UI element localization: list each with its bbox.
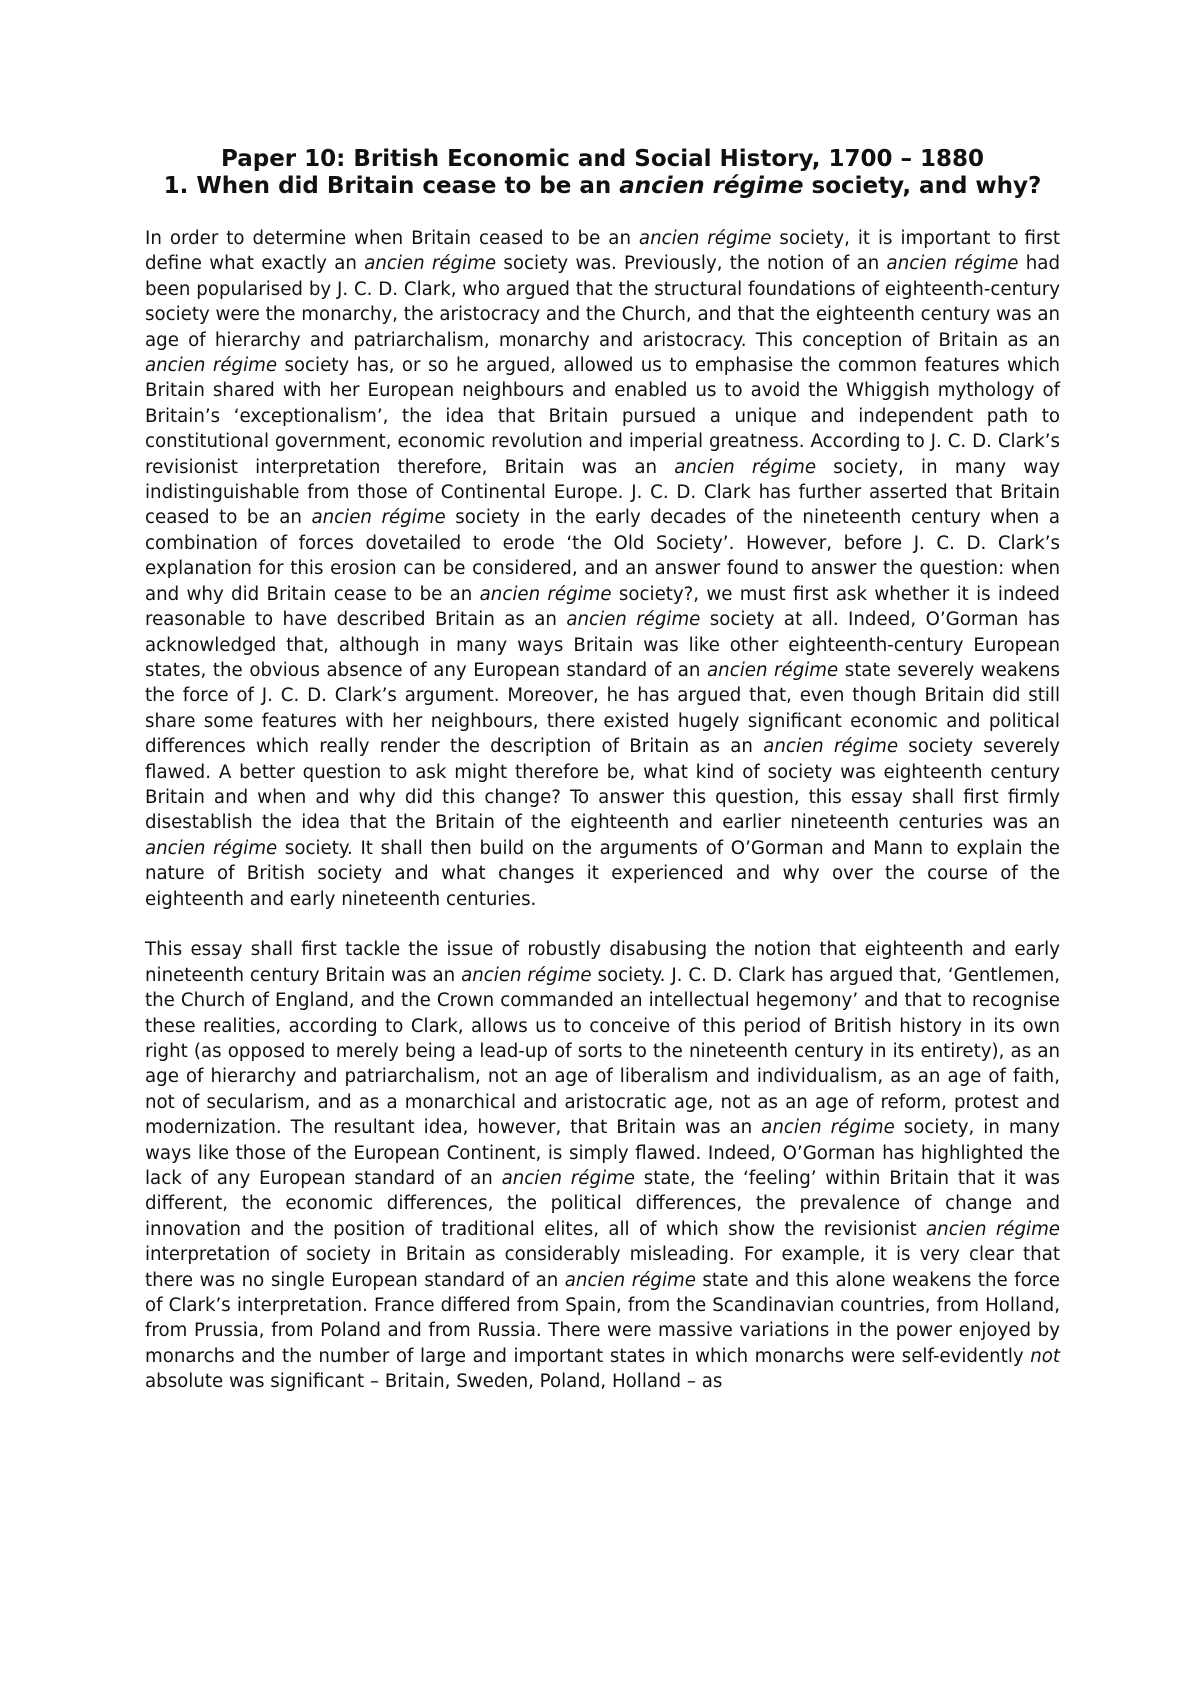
document-title xyxy=(145,146,1060,200)
italic-term: ancien régime xyxy=(638,228,772,249)
title-line-2-end: society, and why? xyxy=(803,173,1042,199)
italic-term: ancien régime xyxy=(311,507,446,529)
text-run: society. It shall then build on the arguments of O’Gorman and Mann to explain the nature of British society and what changes it experienced and why over the course of the eighteenth and early nineteenth centuries. xyxy=(145,837,1060,910)
italic-term: ancien régime xyxy=(707,659,839,681)
text-run: society at all. Indeed, O’Gorman has acknowledged that, although in many ways Britain was like other eighteenth-century European states, the obvious absence of any European standard of an xyxy=(145,609,1060,681)
text-run: society in the early decades of the nineteenth century when a combination of forces dovetailed to erode ‘the Old Society’. However, before J. C. D. Clark’s explanation for this erosion can be considered, and an answer found to answer the question: when and why did Britain cease to be an xyxy=(145,507,1060,605)
text-run: society, in many way indistinguishable from those of Continental Europe. J. C. D. Clark has further asserted that Britain ceased to be an xyxy=(145,456,1060,529)
text-run: This essay shall first tackle the issue of robustly disabusing the notion that eighteenth and early nineteenth century Britain was an xyxy=(145,939,1060,986)
paragraph-2 xyxy=(145,937,1060,1394)
paragraph-1 xyxy=(145,226,1060,912)
title-line-2-start: 1. When did Britain cease to be an xyxy=(163,173,620,199)
text-run: society, it is important to first define what exactly an xyxy=(145,228,1060,275)
text-run: society was. Previously, the notion of an xyxy=(496,253,887,275)
text-run: state severely weakens the force of J. C. D. Clark’s argument. Moreover, he has argued that, even though Britain did still share some features with her neighbours, there existed hugely significant economic and political differences which really render the description of Britain as an xyxy=(145,659,1060,758)
italic-term: ancien régime xyxy=(501,1168,635,1190)
italic-term: ancien régime xyxy=(364,253,497,275)
italic-term: ancien régime xyxy=(763,736,899,758)
title-line-2 xyxy=(145,173,1060,200)
text-run: society, in many ways like those of the European Continent, is simply flawed. Indeed, O’Gorman has highlighted the lack of any European standard of an xyxy=(145,1117,1060,1190)
italic-term: ancien régime xyxy=(761,1117,895,1139)
italic-term: ancien régime xyxy=(145,837,278,859)
text-run: In order to determine when Britain ceased to be an xyxy=(145,228,639,249)
text-run: absolute was significant – Britain, Sweden, Poland, Holland – as xyxy=(145,1371,723,1393)
text-run: society severely flawed. A better question to ask might therefore be, what kind of society was eighteenth century Britain and when and why did this change? To answer this question, this essay shall first firmly disestablish the idea that the Britain of the eighteenth and earlier nineteenth centuries was an xyxy=(145,736,1060,834)
italic-term: ancien régime xyxy=(461,964,592,986)
text-run: society has, or so he argued, allowed us to emphasise the common features which Britain shared with her European neighbours and enabled us to avoid the Whiggish mythology of Britain’s ‘exceptionalism’, the idea that Britain pursued a unique and independent path to constitutional government, economic revolution and imperial greatness. According to J. C. D. Clark’s revisionist interpretation therefore, Britain was an xyxy=(145,355,1060,478)
italic-term: ancien régime xyxy=(674,456,817,478)
title-line-2-italic: ancien régime xyxy=(619,173,804,199)
text-run: society?, we must first ask whether it is indeed reasonable to have described Britain as an xyxy=(145,583,1060,631)
text-run: had been popularised by J. C. D. Clark, who argued that the structural foundations of eighteenth-century society were the monarchy, the aristocracy and the Church, and that the eighteenth century was an age of hierarchy and patriarchalism, monarchy and aristocracy. This conception of Britain as an xyxy=(145,253,1060,351)
document-page xyxy=(145,146,1060,1395)
italic-term: not xyxy=(1030,1345,1060,1367)
italic-term: ancien régime xyxy=(479,583,612,605)
italic-term: ancien régime xyxy=(564,1269,696,1291)
italic-term: ancien régime xyxy=(886,253,1019,275)
italic-term: ancien régime xyxy=(145,355,278,377)
title-line-1: Paper 10: British Economic and Social History, 1700 – 1880 xyxy=(220,146,985,172)
italic-term: ancien régime xyxy=(566,609,701,631)
text-run: interpretation of society in Britain as considerably misleading. For example, it is very clear that there was no single European standard of an xyxy=(145,1244,1060,1291)
italic-term: ancien régime xyxy=(926,1218,1060,1240)
text-run: society. J. C. D. Clark has argued that, ‘Gentlemen, the Church of England, and the Crown commanded an intellectual hegemony’ and that to recognise these realities, according to Clark, allows us to conceive of this period of British history in its own right (as opposed to merely being a lead-up of sorts to the nineteenth century in its entirety), as an age of hierarchy and patriarchalism, not an age of liberalism and individualism, as an age of faith, not of secularism, and as a monarchical and aristocratic age, not as an age of reform, protest and modernization. The resultant idea, however, that Britain was an xyxy=(145,964,1061,1139)
text-run: state, the ‘feeling’ within Britain that it was different, the economic differences, the political differences, the prevalence of change and innovation and the position of traditional elites, all of which show the revisionist xyxy=(145,1168,1061,1240)
text-run: state and this alone weakens the force of Clark’s interpretation. France differed from Spain, from the Scandinavian countries, from Holland, from Prussia, from Poland and from Russia. There were massive variations in the power enjoyed by monarchs and the number of large and important states in which monarchs were self-evidently xyxy=(145,1269,1060,1367)
